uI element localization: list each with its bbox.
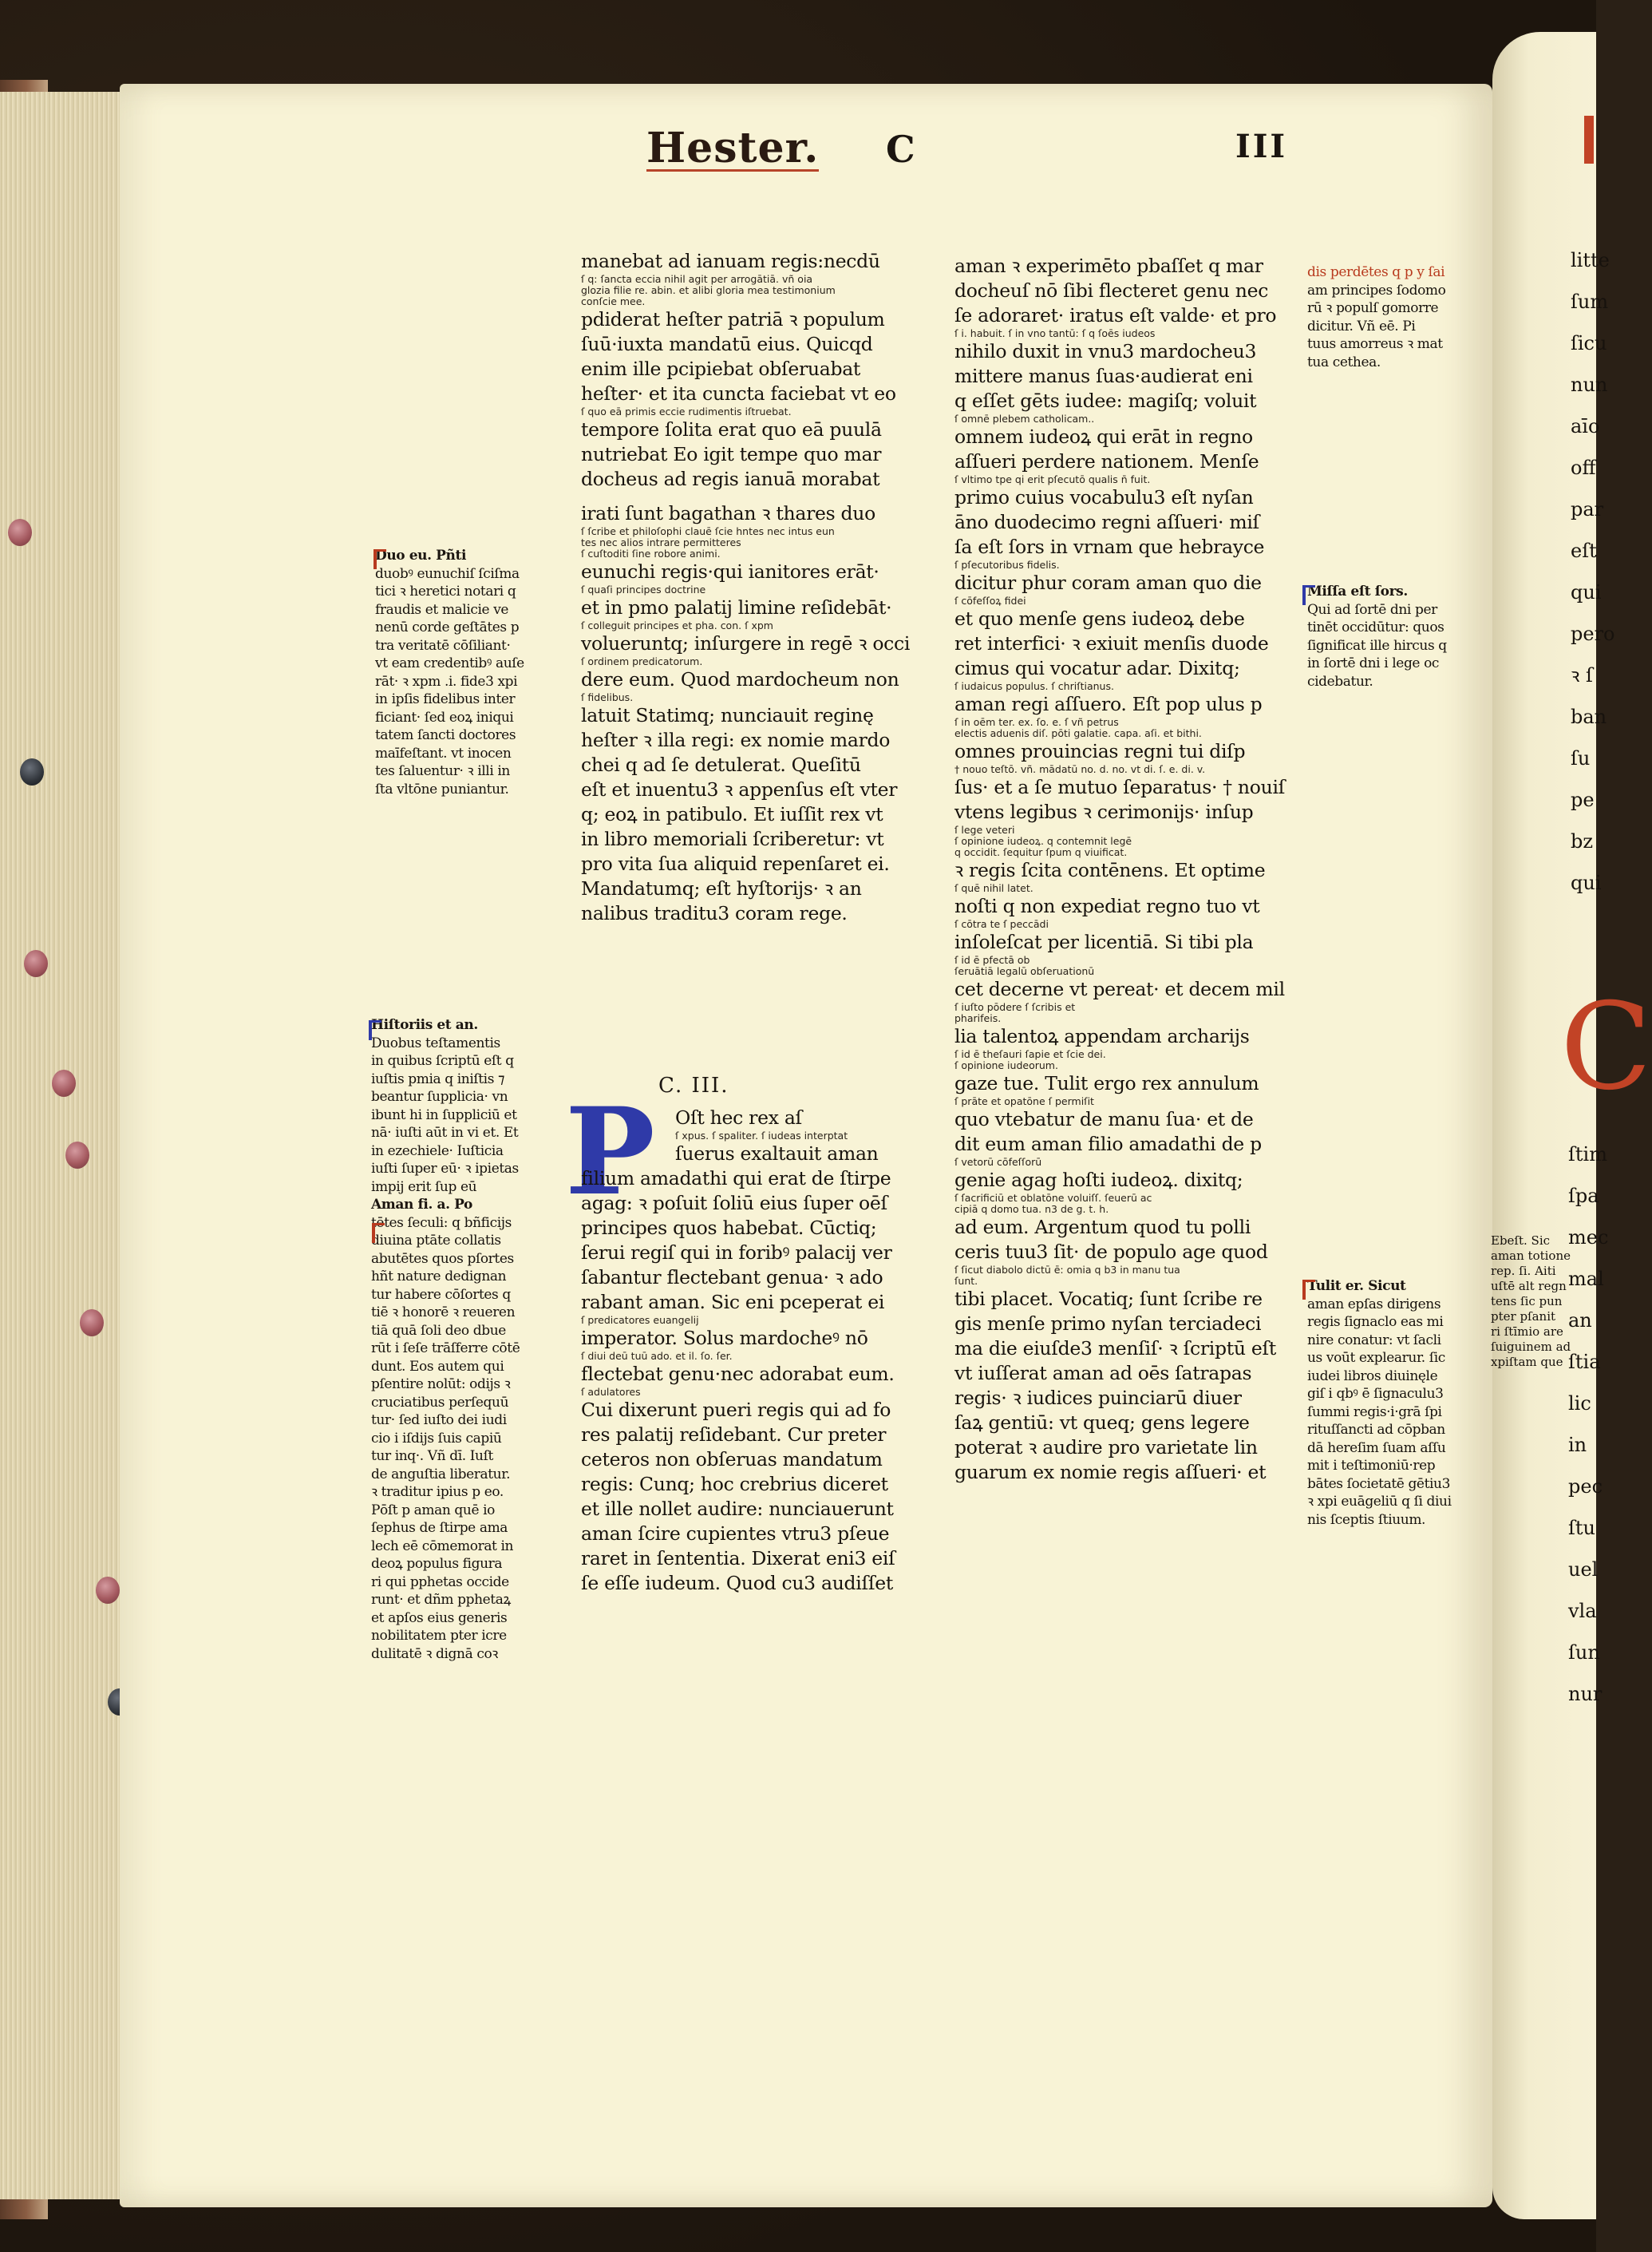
gloss-line: dā hereſim ſuam aſſu (1307, 1439, 1446, 1456)
gloss-lemma: Tulit er. Sicut (1307, 1278, 1406, 1294)
gloss-line: cidebatur. (1307, 673, 1373, 690)
text-line: aman ꝛ experimēto pbaſſet q mar (954, 255, 1263, 277)
fragment-line: ſtia (1568, 1351, 1601, 1373)
text-line: ſerui regiſ qui in foribꝰ palacij ver (581, 1241, 892, 1264)
fragment-line: lic (1568, 1392, 1591, 1415)
fragment-line: aīo (1571, 415, 1600, 437)
gloss-line: ri qui pphetas occide (371, 1573, 509, 1590)
fragment-line: rep. ſi. Aiti (1491, 1264, 1556, 1278)
page-tab-marker[interactable] (8, 519, 32, 546)
text-line: quo vtebatur de manu ſua· et de (954, 1108, 1254, 1130)
paragraph-bracket (373, 549, 386, 569)
text-line: eunuchi regis·qui ianitores erāt· (581, 560, 879, 583)
interlinear-gloss: ſ iuſto pōdere ſ ſcribis et (954, 1001, 1076, 1013)
fragment-line: ri ſtīmio are (1491, 1324, 1563, 1339)
text-line: gaze tue. Tulit ergo rex annulum (954, 1072, 1259, 1094)
gloss-line: tici ꝛ heretici notari q (375, 584, 516, 600)
fragment-line: aman totione (1491, 1249, 1571, 1263)
fragment-line: pero (1571, 623, 1615, 645)
text-line: heſter· et ita cuncta faciebat vt eo (581, 382, 896, 405)
interlinear-gloss: † nouo teſtō. vñ. mādatū no. d. no. vt di. ſ. e. di. v. (954, 763, 1206, 775)
text-line: vtens legibus ꝛ cerimonijs· inſup (954, 801, 1254, 823)
folio-number: III (1235, 128, 1288, 165)
gloss-line: de anguſtia liberatur. (371, 1466, 511, 1482)
interlinear-gloss: ſ ſcribe et philoſophi clauē ſcie hntes nec intus eun (581, 525, 835, 537)
fragment-line: ꝛ ſ (1571, 664, 1593, 687)
text-line: agag: ꝛ poſuit ſoliū eius ſuper oēſ (581, 1192, 887, 1214)
fragment-line: pec (1568, 1475, 1603, 1498)
fragment-line: ſpa (1568, 1185, 1599, 1207)
text-line: aſſueri perdere nationem. Menſe (954, 450, 1259, 473)
gloss-line: rāt· ꝛ xpm .i. fide3 xpi (375, 673, 518, 690)
text-line: ma die eiuſde3 menſiſ· ꝛ ſcriptū eſt (954, 1337, 1277, 1360)
text-line: ſus· et a ſe mutuo ſeparatus· † nouiſ (954, 776, 1286, 798)
text-line: aman regi aſſuero. Eſt pop ulus p (954, 693, 1263, 715)
gloss-line: lech eē cōmemorat in (371, 1538, 514, 1554)
text-line: manebat ad ianuam regis:necdū (581, 250, 880, 272)
fragment-line: ſun (1568, 1641, 1600, 1664)
fragment-line: ſicu (1571, 332, 1607, 354)
gloss-line: deoꝝ populus figura (371, 1556, 503, 1572)
gloss-line: giſ i qbꝰ ē ſignaculu3 (1307, 1386, 1444, 1402)
gloss-line: pſentire nolūt: odijs ꝛ (371, 1376, 511, 1392)
fragment-line: uel (1568, 1558, 1599, 1581)
decorated-initial: P (565, 1082, 655, 1222)
gloss-lemma: Miſſa eſt ſors. (1307, 584, 1408, 600)
gloss-line: tinēt occidūtur: quos (1307, 619, 1445, 635)
text-line: imperator. Solus mardocheꝰ nō (581, 1327, 868, 1349)
fragment-line: nun (1571, 374, 1608, 396)
text-line: gis menſe primo nyſan terciadeci (954, 1312, 1262, 1335)
text-line: res palatij reſidebant. Cur preter (581, 1423, 887, 1446)
gloss-line: in ipſis fidelibus inter (375, 691, 516, 707)
fragment-line: in (1568, 1434, 1587, 1456)
interlinear-gloss: pharifeis. (954, 1012, 1002, 1024)
text-line: docheuſ nō ſibi flecteret genu nec (954, 279, 1269, 302)
text-line: lia talentoꝝ appendam archarijs (954, 1025, 1250, 1047)
next-page-text-fragments (1571, 239, 1615, 904)
right-marginal-gloss-2 (1307, 583, 1445, 691)
text-line: ſuerus exaltauit aman (675, 1142, 879, 1165)
main-text-column-2 (954, 254, 1286, 1485)
text-line: nalibus traditu3 coram rege. (581, 902, 848, 924)
fragment-line: par (1571, 498, 1604, 520)
fragment-line: xpiſtam que (1491, 1355, 1563, 1369)
text-line: irati ſunt bagathan ꝛ thares duo (581, 502, 875, 524)
text-line: et in pmo palatij limine reſidebāt· (581, 596, 892, 619)
chapter-heading: C. III. (658, 1074, 729, 1098)
text-line: pdiderat heſter patriā ꝛ populum (581, 308, 885, 330)
interlinear-gloss: ſ fidelibus. (581, 691, 634, 703)
interlinear-gloss: ſ quē nihil latet. (954, 882, 1033, 894)
text-line: noſti q non expediat regno tuo vt (954, 895, 1260, 917)
interlinear-gloss: ſ in oēm ter. ex. ſo. e. ſ vñ petrus (954, 716, 1119, 728)
interlinear-gloss: ſ adulatores (581, 1386, 641, 1398)
gloss-line: rituſſancti ad cōpban (1307, 1422, 1445, 1438)
text-line: poterat ꝛ audire pro varietate lin (954, 1436, 1258, 1458)
fragment-line: mec (1568, 1226, 1609, 1249)
text-line: latuit Statimq; nunciauit reginę (581, 704, 874, 726)
text-line: volueruntq; inſurgere in regē ꝛ occi (581, 632, 911, 655)
text-line: ſabantur flectebant genua· ꝛ ado (581, 1266, 883, 1288)
interlinear-gloss: ſ lege veteri (954, 824, 1015, 836)
fragment-line: ſtu (1568, 1517, 1595, 1539)
interlinear-gloss: ſ id ē pfectā ob (954, 954, 1030, 966)
fragment-line: an (1568, 1309, 1592, 1332)
page-stack-edge (0, 92, 121, 2199)
text-line: ſe eſſe iudeum. Quod cu3 audiſſet (581, 1572, 894, 1594)
fragment-line: mal (1568, 1268, 1604, 1290)
gloss-line: dis perdētes q p y ſai (1307, 264, 1445, 280)
interlinear-gloss: ſ ſicut diabolo dictū ē: omia q b3 in manu tua (954, 1264, 1180, 1276)
text-line: filium amadathi qui erat de ſtirpe (581, 1167, 891, 1189)
text-line: nutriebat Eo igit tempe quo mar (581, 443, 882, 465)
text-line: ſuū·iuxta mandatū eius. Quicqd (581, 333, 873, 355)
gloss-line: tētes ſeculi: q bñficijs (371, 1214, 512, 1231)
next-page-gloss-fragments (1491, 1233, 1571, 1370)
right-marginal-gloss-3 (1307, 1277, 1452, 1529)
gloss-line: fraudis et malicie ve (375, 601, 509, 618)
page-tab-marker[interactable] (52, 1070, 76, 1097)
gloss-line: nenū corde geſtātes p (375, 619, 520, 635)
fragment-line: pter pſanit (1491, 1309, 1556, 1324)
right-marginal-gloss-1 (1307, 263, 1445, 371)
interlinear-gloss: tes nec alios intrare permitteres (581, 536, 741, 548)
gloss-line: Qui ad ſortē dni per (1307, 601, 1437, 618)
gloss-line: us voūt explearur. ſic (1307, 1350, 1445, 1366)
gloss-line: cruciatibus perſequū (371, 1394, 509, 1411)
text-line: q eſſet gēts iudee: magiſq; voluit (954, 390, 1257, 412)
gloss-line: ꝛ xpi euāgeliū q ſi diui (1307, 1494, 1452, 1510)
paragraph-bracket (372, 1223, 385, 1243)
gloss-line: abutētes quos pſortes (371, 1250, 514, 1267)
text-line: raret in ſententia. Dixerat eni3 eiſ (581, 1547, 895, 1569)
main-text-column-1 (581, 249, 911, 926)
gloss-line: rū ꝛ populſ gomorre (1307, 300, 1439, 316)
gloss-line: ficiant· ſed eoꝝ iniqui (375, 709, 514, 726)
text-line: regis· ꝛ iudices puinciarū diuer (954, 1387, 1242, 1409)
gloss-line: iuſti ſuper eū· ꝛ ipietas (371, 1161, 519, 1177)
rubric-mark (1584, 116, 1594, 164)
left-marginal-gloss-2 (371, 1016, 531, 1663)
paragraph-bracket (1302, 585, 1315, 605)
fragment-line: bz (1571, 830, 1594, 853)
gloss-line: mit i teſtimoniū·rep (1307, 1458, 1436, 1474)
interlinear-gloss: ſ predicatores euangelij (581, 1314, 699, 1326)
gloss-line: maīfeſtant. vt inocen (375, 745, 512, 762)
text-line: tibi placet. Vocatiq; ſunt ſcribe re (954, 1288, 1263, 1310)
interlinear-gloss: q occidit. ſequitur ſpum q viuificat. (954, 846, 1128, 858)
page-tab-marker[interactable] (20, 758, 44, 786)
gloss-line: et apſos eius generis (371, 1609, 508, 1626)
interlinear-gloss: ſ opinione iudeoꝝ. q contemnit legē (954, 835, 1132, 847)
interlinear-gloss: ſ opinione iudeorum. (954, 1059, 1058, 1071)
interlinear-gloss: ſunt. (954, 1275, 978, 1287)
gloss-line: impij erit ſup eū (371, 1178, 477, 1195)
interlinear-gloss: ſ q: ſancta eccia nihil agit per arrogātiā. vñ oia (581, 273, 813, 285)
gloss-line: ſignificat ille hircus q (1307, 637, 1447, 654)
text-line: Oſt hec rex aſ (675, 1106, 802, 1129)
gloss-line: in ezechiele· Iuſticia (371, 1142, 504, 1159)
text-line: q; eoꝝ in patibulo. Et iuſſit rex vt (581, 803, 883, 825)
gloss-line: tiā quā ſoli deo dbue (371, 1322, 506, 1339)
text-line: ceteros non obſeruas mandatum (581, 1448, 883, 1470)
fragment-line: Ebeſt. Sic (1491, 1233, 1551, 1248)
interlinear-gloss: ſeruātiā legalū obſeruationū (954, 965, 1095, 977)
gloss-line: Duobus teſtamentis (371, 1035, 500, 1051)
gloss-line: ꝛ traditur ipius p eo. (371, 1484, 504, 1500)
interlinear-gloss: ſ diui deū tuū ado. et il. ſo. ſer. (581, 1350, 733, 1362)
gloss-line: diuina ptāte collatis (371, 1233, 501, 1249)
text-line: ꝛ regis ſcita contēnens. Et optime (954, 859, 1266, 881)
interlinear-gloss: ſ ordinem predicatorum. (581, 655, 703, 667)
interlinear-gloss: ſ vltimo tpe qi erit pſecutō qualis n̄ fuit. (954, 473, 1151, 485)
gloss-line: bātes ſocietatē gētiu3 (1307, 1475, 1451, 1492)
fragment-line: ſum (1571, 291, 1609, 313)
text-line: aman ſcire cupientes vtru3 pſeue (581, 1522, 890, 1545)
text-line: vt iuſſerat aman ad oēs ſatrapas (954, 1362, 1252, 1384)
gloss-line: hñt nature dedignan (371, 1268, 507, 1284)
gloss-line: am principes ſodomo (1307, 282, 1446, 299)
gloss-line: tuus amorreus ꝛ mat (1307, 336, 1443, 352)
gloss-line: tes ſaluentur· ꝛ illi in (375, 763, 510, 779)
text-line: cimus qui vocatur adar. Dixitq; (954, 657, 1240, 679)
gloss-line: dicitur. Vñ eē. Pi (1307, 318, 1416, 334)
fragment-line: uſtē alt regn (1491, 1279, 1567, 1293)
interlinear-gloss: ſ colleguit principes et pha. con. ſ xpm (581, 619, 773, 631)
gloss-lemma: Duo eu. Pñti (375, 548, 467, 564)
gloss-line: vt eam credentibꝰ auſe (375, 655, 524, 671)
gloss-line: in quibus ſcriptū eſt q (371, 1053, 514, 1069)
paragraph-bracket (369, 1020, 381, 1040)
fragment-line: pe (1571, 789, 1595, 811)
gloss-line: rūt i ſeſe trāſferre cōtē (371, 1340, 520, 1356)
text-line: genie agag hoſti iudeoꝝ. dixitq; (954, 1169, 1243, 1191)
gloss-line: duobꝰ eunuchiſ ſciſma (375, 565, 520, 582)
fragment-line: tens ſic pun (1491, 1294, 1563, 1308)
text-line: dere eum. Quod mardocheum non (581, 668, 899, 691)
text-line: in libro memoriali ſcriberetur: vt (581, 828, 884, 850)
text-line: ſaꝝ gentiū: vt queq; gens legere (954, 1411, 1250, 1434)
text-line: omnem iudeoꝝ qui erāt in regno (954, 425, 1253, 448)
text-line: chei q ad ſe detulerat. Queſitū (581, 754, 861, 776)
interlinear-gloss: ſ omnē plebem catholicam.. (954, 413, 1095, 425)
gloss-line: Pōſt p aman quē io (371, 1502, 495, 1518)
page-tab-marker[interactable] (65, 1142, 89, 1169)
text-line: ad eum. Argentum quod tu polli (954, 1216, 1251, 1238)
text-line: Cui dixerunt pueri regis qui ad fo (581, 1399, 891, 1421)
text-line: cet decerne vt pereat· et decem mil (954, 978, 1285, 1000)
fragment-line: qui (1571, 872, 1602, 894)
interlinear-gloss: ſ i. habuit. ſ in vno tantū: ſ q ſoēs iudeos (954, 327, 1156, 339)
gloss-line: regis ſignaclo eas mi (1307, 1314, 1444, 1330)
text-line: ſa eſt ſors in vrnam que hebrayce (954, 536, 1265, 558)
fragment-line: ſuiguinem ad (1491, 1340, 1571, 1354)
interlinear-gloss: ſ pſecutoribus fidelis. (954, 559, 1060, 571)
fragment-line: ſtim (1568, 1143, 1607, 1166)
text-line: enim ille pcipiebat obſeruabat (581, 358, 861, 380)
gloss-line: beantur ſupplicia· vn (371, 1089, 508, 1105)
gloss-lemma: Aman fi. a. Po (371, 1197, 472, 1213)
gloss-line: aman epſas dirigens (1307, 1296, 1441, 1312)
text-line: nihilo duxit in vnu3 mardocheu3 (954, 340, 1257, 362)
gloss-line: tra veritatē cōſiliant· (375, 637, 511, 654)
gloss-line: runt· et dñm pphetaꝝ (371, 1592, 511, 1608)
interlinear-gloss: electis aduenis diſ. pōti galatie. capa. aſi. et bithi. (954, 727, 1202, 739)
text-line: et ille nollet audire: nunciauerunt (581, 1498, 894, 1520)
text-line: principes quos habebat. Cūctiq; (581, 1217, 877, 1239)
fragment-line: vla (1568, 1600, 1597, 1622)
text-line: omnes prouincias regni tui diſp (954, 740, 1246, 762)
fragment-line: off (1571, 457, 1596, 479)
gloss-line: nobilitatem pter icre (371, 1628, 507, 1644)
fragment-line: ban (1571, 706, 1607, 728)
fragment-line: nur (1568, 1683, 1603, 1705)
fragment-line: litte (1571, 249, 1610, 271)
gloss-line: tatem ſancti doctores (375, 727, 516, 743)
page-tab-marker[interactable] (96, 1577, 120, 1604)
interlinear-gloss: ſ quaſi principes doctrine (581, 584, 706, 596)
gloss-line: nis ſceptis ſtiuum. (1307, 1511, 1426, 1528)
text-line: rabant aman. Sic eni pceperat ei (581, 1291, 885, 1313)
gloss-line: tur inq·. Vñ dī. Iuſt (371, 1448, 493, 1464)
gloss-line: dulitatē ꝛ dignā coꝛ (371, 1645, 498, 1662)
interlinear-gloss: ſ ſacrificiū et oblatōne voluiſſ. ſeuerū ac (954, 1192, 1152, 1204)
interlinear-gloss: conſcie mee. (581, 295, 646, 307)
page-tab-marker[interactable] (80, 1309, 104, 1336)
next-page-initial: C (1560, 978, 1652, 1117)
gloss-line: tua cethea. (1307, 354, 1381, 370)
text-line: ret interfici· ꝛ exiuit menſis duode (954, 632, 1269, 655)
text-line: regis: Cunq; hoc crebrius diceret (581, 1473, 888, 1495)
text-line: guarum ex nomie regis aſſueri· et (954, 1461, 1267, 1483)
interlinear-gloss: ſ quo eā primis eccie rudimentis iſtruebat. (581, 406, 792, 418)
interlinear-gloss: cipiā q domo tua. n3 de g. t. h. (954, 1203, 1109, 1215)
interlinear-gloss: ſ iudaicus populus. ſ chriſtianus. (954, 680, 1114, 692)
gloss-line: tiē ꝛ honorē ꝛ reueren (371, 1304, 516, 1320)
text-line: pro vita ſua aliquid repenſaret ei. (581, 853, 890, 875)
interlinear-gloss: ſ prāte et opatōne ſ permiſit (954, 1095, 1094, 1107)
text-line: ſe adoraret· iratus eſt valde· et pro (954, 304, 1277, 327)
paragraph-bracket (1302, 1280, 1315, 1300)
interlinear-gloss: glozia filie re. abin. et alibi gloria mea testimonium (581, 284, 836, 296)
text-line: inſoleſcat per licentiā. Si tibi pla (954, 931, 1254, 953)
gloss-line: cio i iſdijs ſuis capiū (371, 1430, 502, 1447)
interlinear-gloss: ſ cōtra te ſ peccādi (954, 918, 1049, 930)
text-line: tempore ſolita erat quo eā puulā (581, 418, 882, 441)
next-page-text-fragments-lower (1568, 1134, 1609, 1715)
page-tab-marker[interactable] (24, 950, 48, 977)
left-marginal-gloss-1 (375, 547, 535, 798)
text-line: docheus ad regis ianuā morabat (581, 468, 880, 490)
text-line: Mandatumq; eſt hyſtorijs· ꝛ an (581, 877, 862, 900)
main-text-column-1-continued (581, 1106, 895, 1596)
gloss-line: ſummi regis·i·grā ſpi (1307, 1403, 1442, 1420)
text-line: dicitur phur coram aman quo die (954, 572, 1262, 594)
gloss-line: dunt. Eos autem qui (371, 1358, 504, 1375)
text-line: flectebat genu·nec adorabat eum. (581, 1363, 895, 1385)
chapter-signature: C (886, 128, 915, 171)
gloss-line: tur habere cōſortes q (371, 1286, 511, 1303)
fragment-line: qui (1571, 581, 1602, 604)
gloss-line: tur· ſed iuſto dei iudi (371, 1412, 507, 1428)
text-line: ceris tuu3 ſit· de populo age quod (954, 1241, 1268, 1263)
interlinear-gloss: ſ vetorū cōfeſſorū (954, 1156, 1042, 1168)
gloss-lemma: Hiſtoriis et an. (371, 1017, 478, 1033)
text-line: heſter ꝛ illa regi: ex nomie mardo (581, 729, 891, 751)
gloss-line: nire conatur: vt ſacli (1307, 1332, 1441, 1348)
blank-line (581, 492, 883, 501)
text-line: eſt et inuentu3 ꝛ appenſus eſt vter (581, 778, 898, 801)
gloss-line: iuſtis pmia q iniſtis ⁊ (371, 1071, 505, 1087)
interlinear-gloss: ſ cōfeſſoꝝ fidei (954, 595, 1026, 607)
interlinear-gloss: ſ xpus. ſ spaliter. ſ iudeas interptat (675, 1130, 848, 1142)
text-line: primo cuius vocabulu3 eſt nyſan (954, 486, 1254, 509)
gloss-line: ſephus de ſtirpe ama (371, 1520, 508, 1536)
gloss-line: ibunt hi in ſuppliciū et (371, 1106, 517, 1123)
gloss-line: in ſortē dni i lege oc (1307, 655, 1440, 671)
text-line: mittere manus ſuas·audierat eni (954, 365, 1253, 387)
interlinear-gloss: ſ cuſtoditi ſine robore animi. (581, 548, 721, 560)
gloss-line: nā· iuſti aūt in vi et. Et (371, 1125, 519, 1141)
fragment-line: eſt (1571, 540, 1597, 562)
running-title: Hester. (646, 124, 820, 172)
gloss-line: ſta vltōne puniantur. (375, 781, 509, 798)
text-line: āno duodecimo regni aſſueri· miſ (954, 511, 1259, 533)
text-line: et quo menſe gens iudeoꝝ debe (954, 608, 1245, 630)
interlinear-gloss: ſ id ē theſauri ſapie et ſcie dei. (954, 1048, 1106, 1060)
gloss-line: iudei libros diuinęle (1307, 1367, 1438, 1384)
text-line: dit eum aman filio amadathi de p (954, 1133, 1262, 1155)
fragment-line: ſu (1571, 747, 1591, 770)
